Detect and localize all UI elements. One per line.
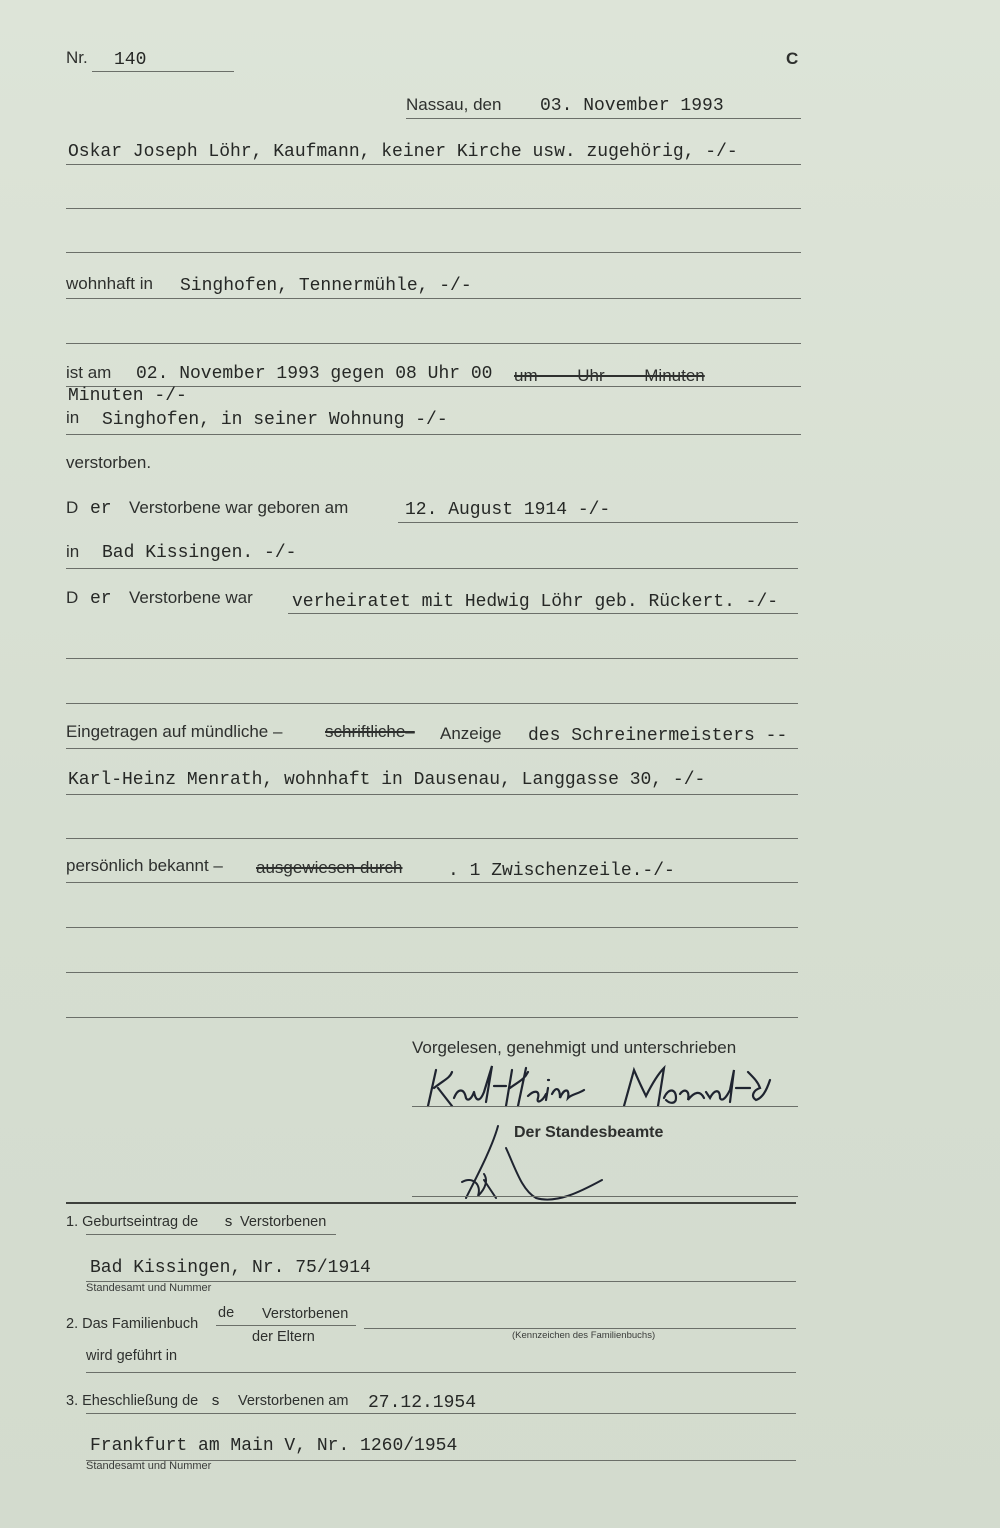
read-approved-text: Vorgelesen, genehmigt und unterschrieben (412, 1038, 737, 1057)
place-date-value: 03. November 1993 (540, 96, 724, 116)
rule (216, 1325, 356, 1326)
death-place-label: in (66, 408, 80, 427)
rule (66, 658, 798, 659)
identity-value: . 1 Zwischenzeile.-/- (448, 861, 675, 881)
marriage-value: verheiratet mit Hedwig Löhr geb. Rückert. -/- (292, 592, 779, 612)
section-divider (66, 1202, 796, 1204)
footnote1-value: Bad Kissingen, Nr. 75/1914 (90, 1258, 371, 1278)
footnote3-label: 3. Eheschließung de (66, 1393, 199, 1409)
rule (66, 838, 798, 839)
informant-signature-line (412, 1106, 798, 1107)
rule (86, 1372, 796, 1373)
corner-letter: C (786, 49, 799, 68)
rule (288, 613, 798, 614)
footnote3-date: 27.12.1954 (368, 1393, 477, 1413)
rule (66, 434, 801, 435)
registrar-label: Der Standesbeamte (514, 1124, 664, 1141)
identity-label: persönlich bekannt – (66, 856, 223, 875)
rule (66, 1017, 798, 1018)
registrar-signature-mark (456, 1118, 616, 1208)
footnote2-caption: (Kennzeichen des Familienbuchs) (512, 1330, 656, 1341)
registration-label: Eingetragen auf mündliche – (66, 722, 283, 741)
rule (66, 164, 801, 165)
footnote3-caption: Standesamt und Nummer (86, 1460, 212, 1472)
informant-line: Karl-Heinz Menrath, wohnhaft in Dausenau, Langgasse 30, -/- (68, 770, 706, 790)
rule (86, 1413, 796, 1414)
footnote2-kept-in: wird geführt in (86, 1348, 178, 1364)
nr-underline (92, 71, 234, 72)
footnote3-value: Frankfurt am Main V, Nr. 1260/1954 (90, 1436, 458, 1456)
rule (66, 794, 798, 795)
death-place-value: Singhofen, in seiner Wohnung -/- (102, 410, 448, 430)
rule (66, 568, 798, 569)
residence-value: Singhofen, Tennermühle, -/- (180, 276, 472, 296)
rule (66, 208, 801, 209)
died-label: verstorben. (66, 453, 152, 472)
informant-signature (414, 1058, 804, 1118)
footnote1-label: 1. Geburtseintrag de (66, 1214, 199, 1230)
struck-time-text: um-------Uhr-------Minuten (514, 366, 705, 385)
death-date-label: ist am (66, 363, 112, 382)
footnote3-label-post: Verstorbenen am (238, 1393, 349, 1409)
nr-value: 140 (114, 50, 147, 70)
footnote2-de: de (218, 1305, 235, 1321)
rule (66, 972, 798, 973)
marriage-label-er: er (90, 589, 112, 609)
footnote3-label-s: s (211, 1393, 221, 1410)
deceased-name-line: Oskar Joseph Löhr, Kaufmann, keiner Kirche usw. zugehörig, -/- (68, 142, 738, 162)
rule (66, 298, 801, 299)
marriage-label-d: D (66, 588, 79, 607)
rule (66, 343, 801, 344)
rule (66, 748, 798, 749)
place-date-label: Nassau, den (406, 95, 502, 114)
footnote2-label: 2. Das Familienbuch (66, 1316, 199, 1332)
death-date-value: 02. November 1993 gegen 08 Uhr 00 (136, 364, 493, 384)
residence-label: wohnhaft in (66, 274, 153, 293)
birth-date-value: 12. August 1914 -/- (405, 500, 611, 520)
footnote2-verstorbenen: Verstorbenen (262, 1306, 349, 1322)
registration-anzeige: Anzeige (440, 724, 502, 743)
footnote1-label-s: s (224, 1214, 234, 1231)
place-date-underline (406, 118, 801, 119)
identity-struck: ausgewiesen durch (256, 858, 403, 877)
nr-label: Nr. (66, 48, 88, 67)
registration-value: des Schreinermeisters -- (528, 726, 788, 746)
rule (66, 927, 798, 928)
rule (398, 522, 798, 523)
birth-label-er: er (90, 499, 112, 519)
birth-label: Verstorbene war geboren am (129, 498, 349, 517)
rule (364, 1328, 796, 1329)
rule (66, 703, 798, 704)
footnote2-eltern: der Eltern (252, 1329, 315, 1345)
rule (66, 882, 798, 883)
rule (86, 1234, 336, 1235)
registration-struck: schriftliche– (325, 722, 415, 741)
birth-place-value: Bad Kissingen. -/- (102, 543, 297, 563)
birth-place-label: in (66, 542, 80, 561)
minutes-line: Minuten -/- (68, 386, 187, 406)
footnote1-caption: Standesamt und Nummer (86, 1282, 212, 1294)
footnote1-label-post: Verstorbenen (240, 1214, 327, 1230)
marriage-label: Verstorbene war (129, 588, 253, 607)
registrar-signature-line (412, 1196, 798, 1197)
birth-label-d: D (66, 498, 79, 517)
rule (66, 252, 801, 253)
